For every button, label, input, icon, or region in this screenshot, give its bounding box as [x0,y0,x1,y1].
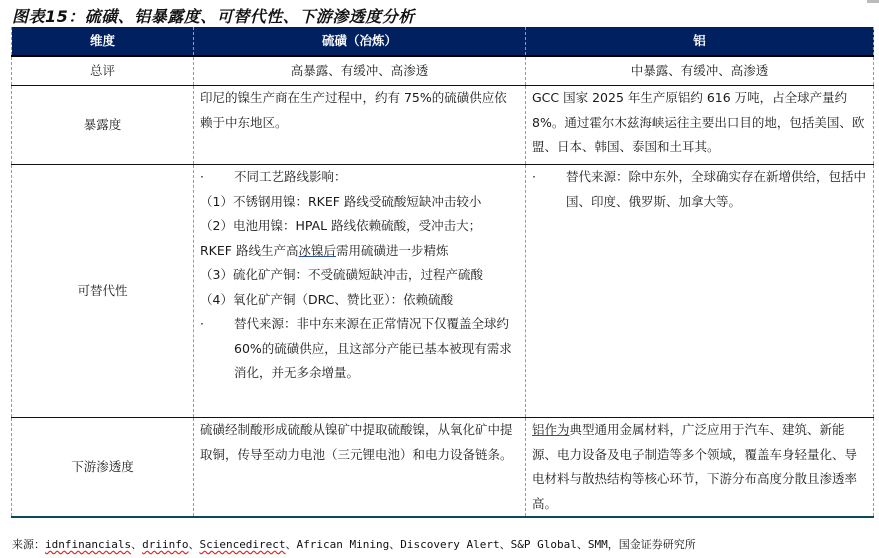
cell-dimension: 可替代性 [12,165,194,418]
source-item: idnfinancials [45,538,132,551]
text: RKEF 路线生产高 [200,242,299,258]
source-item: Sciencedirect [199,538,286,551]
separator: 、 [131,538,143,551]
bullet-text: 替代来源：除中东外，全球确实存在新增供给，包括中国、印度、俄罗斯、加拿大等。 [566,169,867,209]
bullet-icon: · [200,316,204,331]
cell-aluminum-summary: 中暴露、有缓冲、高渗透 [526,56,874,86]
cell-sulfur-exposure: 印尼的镍生产商在生产过程中，约有 75%的硫磺供应依赖于中东地区。 [194,86,526,165]
cell-dimension: 总评 [12,56,194,86]
text: 需用硫磺进一步精炼 [335,242,449,258]
cell-sulfur-summary: 高暴露、有缓冲、高渗透 [194,56,526,86]
table-header-row [12,27,874,56]
underlined-term: 冰镍后 [298,242,336,258]
bullet-text: 替代来源：非中东来源在正常情况下仅覆盖全球约 60%的硫磺供应，且这部分产能已基本被现有需求消化，并无多余增量。 [234,316,512,380]
table-row-substitutability [12,165,874,418]
cell-sulfur-downstream: 硫磺经制酸形成硫酸从镍矿中提取硫酸镍，从氧化矿中提取铜，传导至动力电池（三元锂电池）和电力设备链条。 [194,418,526,518]
list-item: （3）硫化矿产铜：不受硫磺短缺冲击，过程产硫酸 [200,267,483,282]
list-item: （2）电池用镍：HPAL 路线依赖硫酸，受冲击大； [200,218,482,233]
cell-aluminum-downstream [526,418,874,518]
bullet-icon: · [200,169,204,184]
bullet-text: 不同工艺路线影响： [234,169,347,184]
source-note [12,536,696,552]
source-label: 来源： [12,538,45,551]
cell-sulfur-substitutability [194,165,526,418]
table-row-downstream [12,418,874,518]
cell-dimension: 下游渗透度 [12,418,194,518]
figure-title: 图表15：硫磺、铝暴露度、可替代性、下游渗透度分析 [12,7,415,26]
list-item: （4）氧化矿产铜（DRC、赞比亚）：依赖硫酸 [200,291,454,307]
bullet-item [200,165,519,190]
bullet-item [532,165,867,214]
cell-aluminum-substitutability [526,165,874,418]
source-item: driinfo [142,538,189,551]
text: 典型通用金属材料，广泛应用于汽车、建筑、新能源、电力设备及电子制造等多个领域，覆盖车身轻量化、导电材料与散热结构等核心环节，下游分布高度分散且渗透率高。 [532,422,858,511]
source-rest: 、African Mining、Discovery Alert、S&P Global、SMM，国金证券研究所 [285,538,696,551]
separator: 、 [188,538,200,551]
table-row-exposure [12,86,874,165]
underlined-term: 铝作为 [532,422,570,437]
bullet-item [200,312,519,386]
header-sulfur: 硫磺（冶炼） [194,27,526,56]
list-item: （1）不锈钢用镍：RKEF 路线受硫酸短缺冲击较小 [200,193,482,209]
list-item [200,239,519,264]
header-dimension: 维度 [12,27,194,56]
corner-mark [867,0,879,3]
cell-dimension: 暴露度 [12,86,194,165]
header-aluminum: 铝 [526,27,874,56]
analysis-table [11,27,874,518]
table-row-summary [12,56,874,86]
bullet-icon: · [532,169,536,184]
cell-aluminum-exposure: GCC 国家 2025 年生产原铝约 616 万吨，占全球产量约 8%。通过霍尔木兹海峡运往主要出口目的地，包括美国、欧盟、日本、韩国、泰国和土耳其。 [526,86,874,165]
